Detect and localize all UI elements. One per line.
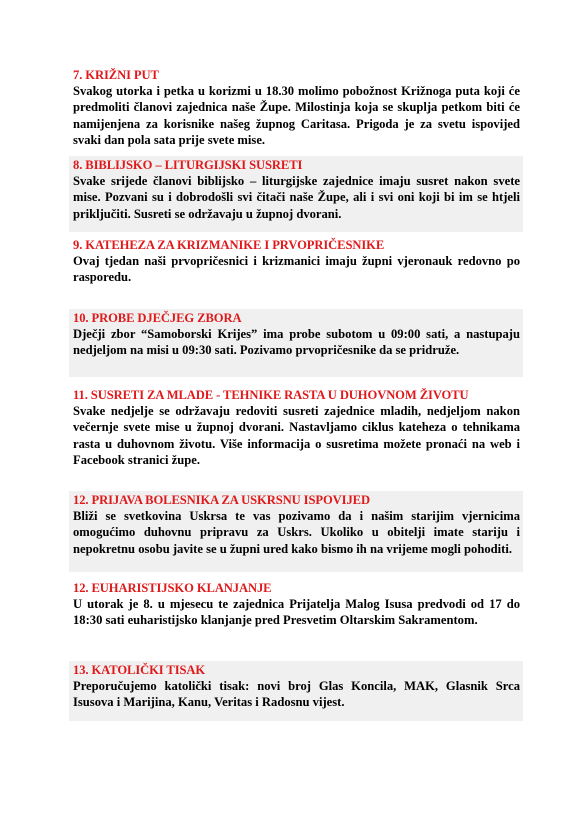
section-body: U utorak je 8. u mjesecu te zajednica Prijatelja Malog Isusa predvodi od 17 do 18:30 sati euharistijsko klanjanje pred Presvetim Oltarskim Sakramentom. bbox=[73, 596, 520, 628]
section-klanjanje bbox=[69, 579, 523, 655]
section-body: Ovaj tjedan naši prvopričesnici i krizmanici imaju župni vjeronauk redovno po rasporedu. bbox=[73, 253, 520, 285]
section-title: 11. SUSRETI ZA MLADE - TEHNIKE RASTA U DUHOVNOM ŽIVOTU bbox=[73, 388, 469, 402]
bulletin-page bbox=[69, 66, 523, 731]
section-body: Svakog utorka i petka u korizmi u 18.30 molimo pobožnost Križnoga puta koji će predmoliti članovi zajednica naše Župe. Milostinja koja se skuplja petkom biti će namijenjena za korisnike našeg župnog Caritasa. Prigoda je za svetu ispovijed svaki dan pola sata prije svete mise. bbox=[73, 83, 520, 148]
section-susreti-mladi bbox=[69, 386, 523, 481]
section-title: 10. PROBE DJEČJEG ZBORA bbox=[73, 311, 242, 325]
section-biblijski-susreti bbox=[69, 156, 523, 232]
section-title: 12. EUHARISTIJSKO KLANJANJE bbox=[73, 581, 272, 595]
section-djecji-zbor bbox=[69, 309, 523, 377]
section-body: Dječji zbor “Samoborski Krijes” ima probe subotom u 09:00 sati, a nastupaju nedjeljom na misi u 09:30 sati. Pozivamo prvopričesnike da se pridruže. bbox=[73, 326, 520, 358]
section-body: Svake nedjelje se održavaju redoviti susreti zajednice mladih, nedjeljom nakon večernje svete mise u župnoj dvorani. Nastavljamo ciklus kateheza o tehnikama rasta u duhovnom životu. Više informacija o susretima možete pronaći na web i Facebook stranici župe. bbox=[73, 403, 520, 468]
section-body: Svake srijede članovi biblijsko – liturgijske zajednice imaju susret nakon svete mise. Pozvani su i dobrodošli svi čitači naše Župe, ali i svi oni koji bi im se htjeli priključiti. Susreti se održavaju u župnoj dvorani. bbox=[73, 173, 520, 221]
section-kateheza bbox=[69, 236, 523, 297]
section-title: 8. BIBLIJSKO – LITURGIJSKI SUSRETI bbox=[73, 158, 303, 172]
section-krizni-put bbox=[69, 66, 523, 151]
section-title: 9. KATEHEZA ZA KRIZMANIKE I PRVOPRIČESNIKE bbox=[73, 238, 385, 252]
section-body: Bliži se svetkovina Uskrsa te vas pozivamo da i našim starijim vjernicima omogućimo duhovnu pripravu za Uskrs. Ukoliko u obitelji imate stariju i nepokretnu osobu javite se u župni ured kako bismo ih na vrijeme mogli pohoditi. bbox=[73, 508, 520, 556]
section-title: 13. KATOLIČKI TISAK bbox=[73, 663, 206, 677]
section-body: Preporučujemo katolički tisak: novi broj Glas Koncila, MAK, Glasnik Srca Isusova i Marijina, Kanu, Veritas i Radosnu vijest. bbox=[73, 678, 520, 710]
section-title: 7. KRIŽNI PUT bbox=[73, 68, 159, 82]
section-katolicki-tisak bbox=[69, 661, 523, 721]
section-prijava-bolesnika bbox=[69, 491, 523, 572]
section-title: 12. PRIJAVA BOLESNIKA ZA USKRSNU ISPOVIJED bbox=[73, 493, 370, 507]
